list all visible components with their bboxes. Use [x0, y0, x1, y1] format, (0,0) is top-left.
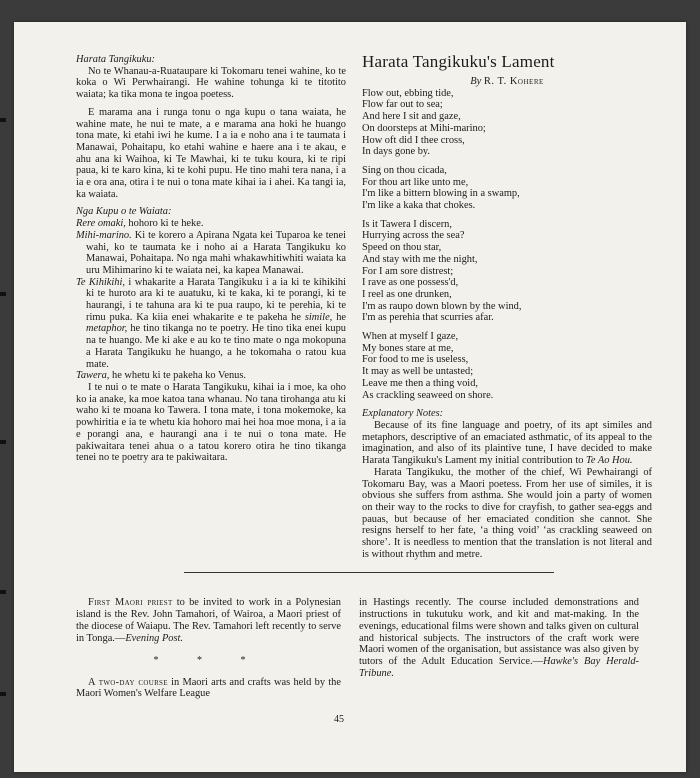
- left-paragraph-3: I te nui o te mate o Harata Tangikuku, kihai ia i moe, ka oho ko ia anake, ka moe katoa tana whanau. No tana tirohanga atu ki waho ki te moana ko Tawera. I tona mate, i tona mokemoke, ka powhiritia e ia te whetu kia hohoro mai hei hoa moe mona, i a ia e porangi ana, e haurangi ana i te nui o tona mate. He pakiwaitara tenei ahua o a tatou korero otira he tino tikanga tenei no te poetry ara te pakiwaitara.: [76, 381, 346, 464]
- poem-line: Hurrying across the sea?: [362, 230, 465, 242]
- notes-paragraph-2: Harata Tangikuku, the mother of the chief, Wi Pewhairangi of Tokomaru Bay, was a Maori poetess. From her use of similes, it is obvious she suffers from asthma. She would join a party of women on their way to the rocks to dive for crayfish, to gather sea-eggs and pauas, but because of her emaciated condition she cannot. She resigns herself to her fate, ‘a thing void’ ‘as crackling seaweed on shore’. It is needless to mention that the translation is not literal and is without rhythm and metre.: [362, 466, 652, 560]
- english-column: [362, 52, 652, 560]
- poem-line: I rave as one possess'd,: [362, 277, 459, 289]
- poem-line: For food to me is useless,: [362, 354, 469, 366]
- gloss-entry: Te Kihikihi, i whakarite a Harata Tangikuku i a ia ki te kihikihi ki te huroto ara ki te auatuku, ki te kaka, ki te porangi, ki te haurangi, i te tahuna ara ki te pua raupo, ki te perehia, ki te rimu puka. Ka kiia enei whakarite e te pakeha he simile, he metaphor, he tino tikanga no te poetry. He tino tika enei kupu na te huango. Me ki ake e au ko te tino mate o nga mokopuna a Harata Tangikuku he huango, a he tokomaha o ratou kua mate.: [76, 276, 347, 370]
- poem-line: How oft did I thee cross,: [362, 134, 465, 146]
- poem-line: And here I sit and gaze,: [362, 111, 461, 123]
- left-paragraph-2: E marama ana i runga tonu o nga kupu o tana waiata, he wahine mate, he nui te mate, a e marama ana hoki he huango tona mate, ki etahi iwi he kume. I a ia e noho ana i te taumata i Manawai, Pohaitapu, ko etahi wahine e haere ana i te akau, e ahu ana ki Waihoa, ki Te Mawhai, ki te tuku koura, ki te ripi paua, ki te karo kina, ki te kohi pupu. He tino mahi tera nana, i a ia e ora ana, otira i te nui o tona mate kihai ia i ahei. Ka tangi ia, ka waiata.: [76, 106, 346, 200]
- gloss-entry: Rere omaki, hohoro ki te heke.: [76, 218, 204, 230]
- poem: [362, 88, 652, 402]
- news-item-course-continued: in Hastings recently. The course included demonstrations and instructions in tukutuku work, and kit and mat-making. In the evenings, educational films were shown and talks given on cultural and historical subjects. The instructors of the craft work were Maori women of the organisation, but assistance was also given by tutors of the Adult Education Service.—Hawke's Bay Herald-Tribune.: [359, 597, 639, 679]
- binding-mark: [0, 292, 6, 296]
- poem-line: I'm as perehia that scurries afar.: [362, 312, 494, 324]
- poem-line: Speed on thou star,: [362, 242, 442, 254]
- notes-paragraph-1: Because of its fine language and poetry, of its apt similes and metaphors, descriptive of an emaciated asthmatic, of its appeal to the imagination, and also of its plaintive tune, I have decided to make Harata Tangikuku's Lament my initial contribution to Te Ao Hou.: [362, 419, 652, 467]
- kupu-heading: Nga Kupu o te Waiata:: [76, 206, 172, 218]
- stanza: [362, 331, 652, 401]
- poem-line: My bones stare at me,: [362, 342, 454, 354]
- binding-mark: [0, 692, 6, 696]
- poem-line: On doorsteps at Mihi-marino;: [362, 122, 486, 134]
- stanza: [362, 165, 652, 212]
- binding-mark: [0, 590, 6, 594]
- poem-line: I'm like a kaka that chokes.: [362, 200, 476, 212]
- left-paragraph-1: No te Whanau-a-Ruataupare ki Tokomaru tenei wahine, ko te koka o Wi Perwhairangi. He wahine tohunga ki te titotito waiata; ka tika mona te ingoa poetess.: [76, 65, 346, 101]
- news-column-left: [76, 587, 341, 710]
- gloss-entry: Tawera, he whetu ki te pakeha ko Venus.: [76, 370, 246, 382]
- poem-title: Harata Tangikuku's Lament: [362, 52, 555, 71]
- poem-line: As crackling seaweed on shore.: [362, 389, 494, 401]
- poem-line: Flow out, ebbing tide,: [362, 87, 454, 99]
- poem-line: I'm as raupo down blown by the wind,: [362, 300, 522, 312]
- stanza: [362, 88, 652, 158]
- news-item-priest: First Maori priest to be invited to work in a Polynesian island is the Rev. John Tamahori, of Wairoa, a Maori priest of the diocese of Waiapu. The Rev. Tamahori left recently to serve in Tonga.—Evening Post.: [76, 597, 341, 644]
- poem-line: In days gone by.: [362, 146, 431, 158]
- magazine-page: [14, 22, 686, 772]
- maori-text-column: [76, 54, 346, 464]
- binding-mark: [0, 440, 6, 444]
- notes-heading: Explanatory Notes:: [362, 408, 444, 420]
- section-divider: [184, 572, 554, 573]
- poem-line: I reel as one drunken,: [362, 288, 452, 300]
- gloss-entry: Mihi-marino. Ki te korero a Apirana Ngata kei Tuparoa ke tenei wahi, ko te taumata ke i noho ai a Harata Tangikuku ko Manawai, Pohaitapa. No nga mahi whakawhitiwhiti waiata ka uru Mihimarino ki te waiata nei, ka kapea Manawai.: [76, 229, 346, 276]
- left-heading: Harata Tangikuku:: [76, 54, 155, 65]
- author-name: R. T. Kohere: [483, 76, 544, 87]
- poem-line: For thou art like unto me,: [362, 176, 469, 188]
- star-separator: * * *: [153, 654, 264, 666]
- poem-line: And stay with me the night,: [362, 253, 478, 265]
- binding-mark: [0, 118, 6, 122]
- poem-line: When at myself I gaze,: [362, 331, 459, 343]
- byline: By R. T. Kohere: [470, 76, 544, 87]
- poem-line: Leave me then a thing void,: [362, 377, 478, 389]
- poem-line: Is it Tawera I discern,: [362, 218, 452, 230]
- page-number: 45: [334, 714, 344, 725]
- news-item-course: A two-day course in Maori arts and crafts was held by the Maori Women's Welfare League: [76, 676, 341, 700]
- stanza: [362, 219, 652, 324]
- poem-line: It may as well be untasted;: [362, 366, 474, 378]
- poem-line: Sing on thou cicada,: [362, 164, 447, 176]
- poem-line: I'm like a bittern blowing in a swamp,: [362, 188, 520, 200]
- news-column-right: [359, 587, 639, 690]
- poem-line: For I am sore distrest;: [362, 265, 454, 277]
- poem-line: Flow far out to sea;: [362, 99, 443, 111]
